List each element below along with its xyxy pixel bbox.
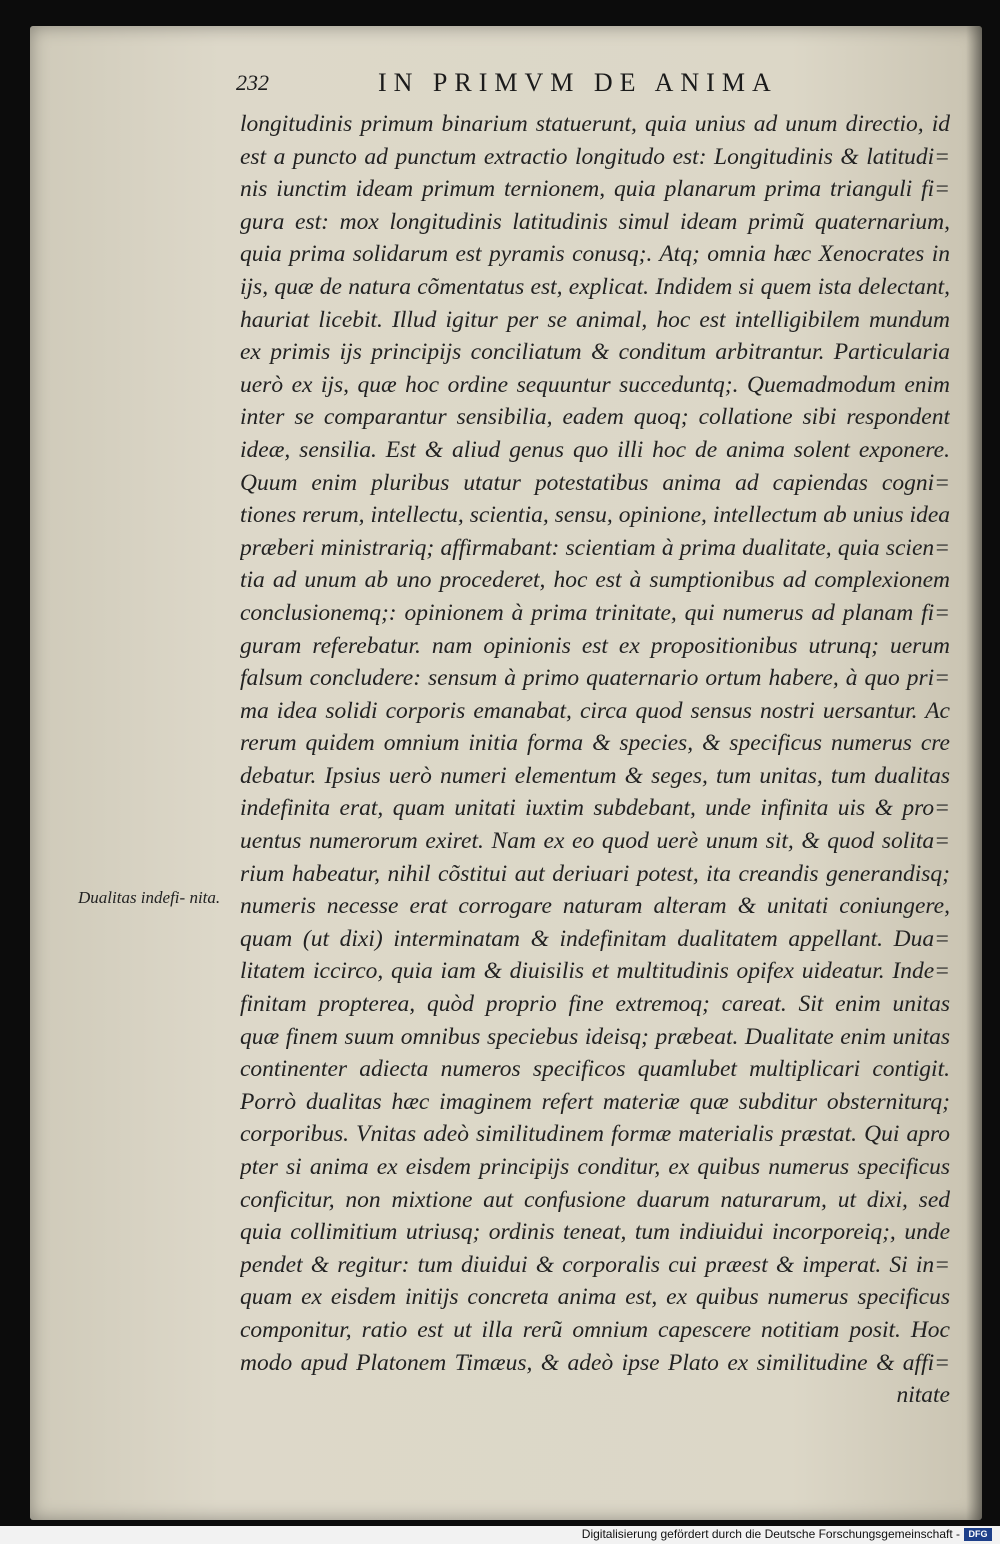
text-line: pter si anima ex eisdem principijs conditur, ex quibus numerus specificus	[240, 1154, 950, 1180]
text-line: quam (ut dixi) interminatam & indefinitam dualitatem appellant. Dua=	[240, 925, 950, 952]
text-line: quia collimitium utriusq; ordinis teneat, tum indiuidui incorporeiq;, unde	[240, 1219, 950, 1246]
text-line: componitur, ratio est ut illa rerũ omnium capescere notitiam posit. Hoc	[240, 1316, 950, 1343]
running-head: IN PRIMVM DE ANIMA	[378, 68, 778, 97]
footer-credit: Digitalisierung gefördert durch die Deutsche Forschungsgemeinschaft -	[581, 1527, 960, 1541]
text-line: rerum quidem omnium initia forma & species, & specificus numerus cre	[240, 730, 950, 757]
marginal-note: Dualitas indefi- nita.	[78, 888, 221, 907]
text-line: ex primis ijs principijs conciliatum & conditum arbitrantur. Particularia	[240, 339, 950, 366]
text-line: continenter adiecta numeros specificos quamlubet multiplicari contigit.	[240, 1056, 950, 1083]
text-line: pendet & regitur: tum diuidui & corporalis cui præest & imperat. Si in=	[240, 1251, 950, 1278]
text-line: ijs, quæ de natura cõmentatus est, explicat. Indidem si quem ista delectant,	[240, 273, 950, 300]
text-line: quia prima solidarum est pyramis conusq;. Atq; omnia hæc Xenocrates in	[240, 241, 950, 268]
text-line: inter se comparantur sensibilia, eadem quoq; collatione sibi respondent	[240, 404, 950, 431]
text-line: præberi ministrariq; affirmabant: scientiam à prima dualitate, quia scien=	[240, 534, 950, 561]
text-line: tia ad unum ab uno procederet, hoc est à sumptionibus ad complexionem	[240, 567, 950, 594]
text-line: modo apud Platonem Timæus, & adeò ipse Plato ex similitudine & affi=	[240, 1349, 950, 1376]
text-line: conficitur, non mixtione aut confusione duarum naturarum, ut dixi, sed	[240, 1186, 950, 1213]
text-line: litatem iccirco, quia iam & diuisilis et multitudinis opifex uideatur. Inde=	[240, 958, 950, 985]
text-line: quam ex eisdem initijs concreta anima est, ex quibus numerus specificus	[240, 1284, 950, 1311]
text-line: longitudinis primum binarium statuerunt, quia unius ad unum directio, id	[240, 111, 950, 137]
text-line: gura est: mox longitudinis latitudinis simul ideam primũ quaternarium,	[240, 208, 950, 235]
text-line: conclusionemq;: opinionem à prima trinitate, qui numerus ad planam fi=	[240, 599, 950, 626]
text-line: debatur. Ipsius uerò numeri elementum & seges, tum unitas, tum dualitas	[240, 762, 950, 789]
page-header	[236, 68, 826, 104]
text-line: Porrò dualitas hæc imaginem refert materiæ quæ subditur obsterniturq;	[240, 1088, 950, 1115]
text-line: uerò ex ijs, quæ hoc ordine sequuntur succeduntq;. Quemadmodum enim	[240, 371, 950, 398]
text-line: guram referebatur. nam opinionis est ex propositionibus utrunq; uerum	[240, 632, 950, 659]
dfg-logo-icon: DFG	[964, 1528, 992, 1541]
text-line: est a puncto ad punctum extractio longitudo est: Longitudinis & latitudi=	[240, 143, 950, 170]
body-text	[240, 108, 950, 1412]
text-line: tiones rerum, intellectu, scientia, sensu, opinione, intellectum ab unius idea	[240, 502, 950, 529]
text-line: rium habeatur, nihil cõstitui aut deriuari potest, ita creandis generandisq;	[240, 860, 950, 887]
text-line: ma idea solidi corporis emanabat, circa quod sensus nostri uersantur. Ac	[240, 697, 950, 724]
text-line: falsum concludere: sensum à primo quaternario ortum habere, à quo pri=	[240, 665, 950, 692]
text-line: nis iunctim ideam primum ternionem, quia planarum prima trianguli fi=	[240, 176, 950, 203]
text-line: Quum enim pluribus utatur potestatibus anima ad capiendas cogni=	[240, 469, 950, 496]
text-line: indefinita erat, quam unitati iuxtim subdebant, unde infinita uis & pro=	[240, 795, 950, 822]
text-line: nitate	[896, 1382, 950, 1409]
text-line: uentus numerorum exiret. Nam ex eo quod uerè unum sit, & quod solita=	[240, 828, 950, 855]
text-line: quæ finem suum omnibus speciebus ideisq; præbeat. Dualitate enim unitas	[240, 1023, 950, 1050]
text-line: corporibus. Vnitas adeò similitudinem formæ materialis præstat. Qui apro	[240, 1121, 950, 1148]
text-line: finitam propterea, quòd proprio fine extremoq; careat. Sit enim unitas	[240, 991, 950, 1018]
text-line: numeris necesse erat corrogare naturam alteram & unitati coniungere,	[240, 893, 950, 920]
page-gutter-shadow	[966, 26, 982, 1520]
text-line: ideæ, sensilia. Est & aliud genus quo illi hoc de anima solent exponere.	[240, 436, 950, 463]
page-number: 232	[236, 70, 269, 95]
digitization-footer	[0, 1526, 1000, 1544]
text-line: hauriat licebit. Illud igitur per se animal, hoc est intelligibilem mundum	[240, 306, 950, 333]
